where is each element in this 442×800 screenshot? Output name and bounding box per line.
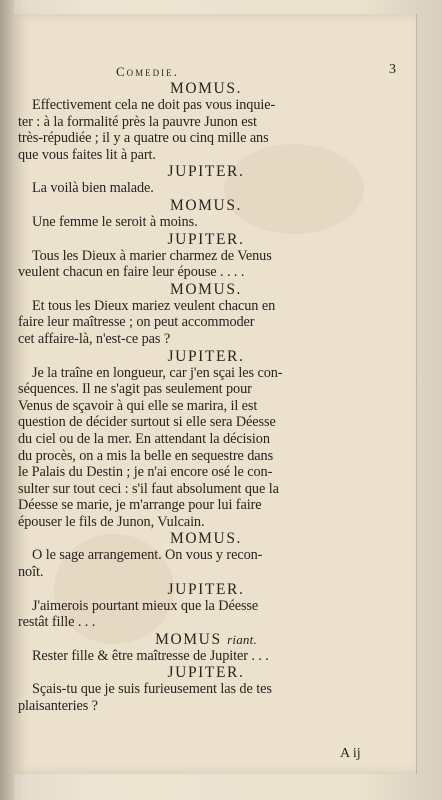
text-line: Je la traîne en longueur, car j'en sçai les con- [32,364,283,381]
speaker-name: JUPITER. [167,664,245,682]
text-line: Effectivement cela ne doit pas vous inquie- [32,97,276,113]
speech-paragraph [18,648,394,665]
text-line: La voilà bien malade. [32,180,154,197]
text-line: Rester fille & être maîtresse de Jupiter . . . [32,647,269,664]
speaker-name: JUPITER. [167,163,245,181]
text-line: Déesse se marie, je m'arrange pour lui faire [18,497,262,514]
speaker-name: MOMUS. [169,530,243,548]
text-line: le Palais du Destin ; je n'ai encore osé le con- [18,464,273,481]
text-line: question de décider surtout si elle sera Déesse [18,414,276,431]
speech-paragraph [18,248,394,281]
signature-mark: A ij [340,746,361,761]
speech-paragraph [18,547,394,580]
speaker-name: MOMUS. [169,196,243,214]
speaker-name: JUPITER. [167,580,245,598]
page-text [18,80,394,715]
speech-paragraph [18,180,394,197]
text-line: faire leur maîtresse ; on peut accommoder [18,314,255,331]
speech-paragraph [18,298,394,348]
text-line: J'aimerois pourtant mieux que la Déesse [32,597,259,614]
text-line: sulter sur tout ceci : s'il faut absolument que la [18,480,279,497]
speaker-name: MOMUS. [169,80,243,97]
text-line: plaisanteries ? [18,698,98,715]
speaker-heading [18,163,394,180]
text-line: cet affaire-là, n'est-ce pas ? [18,330,171,347]
speaker-name: JUPITER. [167,347,245,365]
speech-paragraph [18,214,394,231]
text-line: Venus de sçavoir à qui elle se marira, il est [18,397,258,414]
speaker-heading [18,197,394,214]
text-line: Tous les Dieux à marier charmez de Venus [32,247,272,264]
speech-paragraph [18,598,394,631]
text-line: Une femme le seroit à moins. [32,213,198,230]
text-line: séquences. Il ne s'agit pas seulement pour [18,381,252,398]
speaker-heading [18,664,394,681]
text-line: Et tous les Dieux mariez veulent chacun en [32,297,276,314]
speaker-heading [18,80,394,97]
speaker-heading [18,581,394,598]
text-line: Sçais-tu que je suis furieusement las de tes [32,681,272,698]
binding-gutter [0,0,14,800]
speaker-heading [18,631,394,648]
stage-direction: riant. [227,631,257,647]
speech-paragraph [18,365,394,531]
speaker-heading [18,281,394,298]
speaker-name: MOMUS [155,630,222,648]
text-line: du procès, on a mis la belle en sequestre dans [18,447,274,464]
text-line: du ciel ou de la mer. En attendant la décision [18,430,270,447]
text-line: O le sage arrangement. On vous y recon- [32,547,263,564]
text-line: veulent chacun en faire leur épouse . . . . [18,264,245,281]
text-line: restât fille . . . [18,614,96,631]
speech-paragraph [18,681,394,714]
text-line: que vous faites lit à part. [18,146,156,163]
speaker-name: JUPITER. [167,230,245,248]
text-line: épouser le fils de Junon, Vulcain. [18,513,205,530]
text-line: très-répudiée ; il y a quatre ou cinq mille ans [18,130,269,147]
text-line: ter : à la formalité près la pauvre Junon est [18,113,257,130]
page-number: 3 [389,62,396,77]
speaker-name: MOMUS. [169,280,243,298]
speaker-heading [18,231,394,248]
text-line: noît. [18,564,44,581]
running-head-title: Comedie. [116,64,179,79]
speaker-heading [18,530,394,547]
speech-paragraph [18,97,394,163]
speaker-heading [18,348,394,365]
